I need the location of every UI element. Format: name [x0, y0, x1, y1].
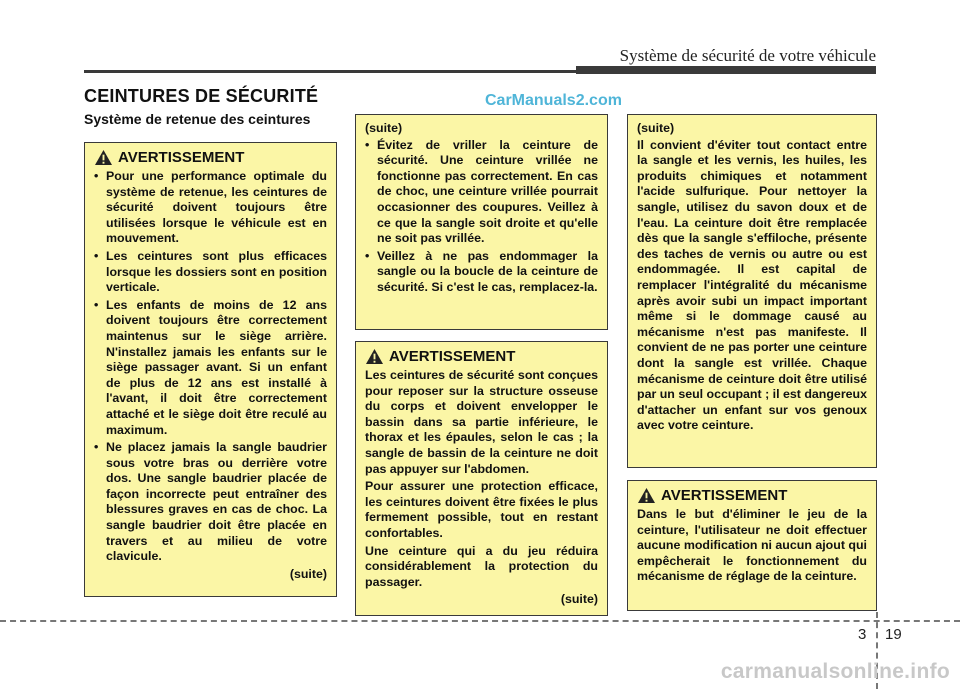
paragraph: Une ceinture qui a du jeu réduira considérablement la protection du passager. — [365, 543, 598, 589]
continued-label: (suite) — [637, 121, 675, 135]
warning-box-3-title — [365, 348, 598, 365]
warning-box-5-title — [637, 487, 867, 504]
warning-triangle-icon — [637, 487, 656, 504]
warning-box-4 — [627, 114, 877, 468]
list-item: • Pour une performance optimale du système de retenue, les ceintures de sécurité doivent toujours être utilisées lorsque le véhicule est en mouvement. — [94, 169, 327, 247]
paragraph: Dans le but d'éliminer le jeu de la ceinture, l'utilisateur ne doit effectuer aucune modification ni aucun ajout qui empêcherait le fonctionnement du mécanisme de réglage de la ceinture. — [637, 507, 867, 584]
warning-triangle-icon — [94, 149, 113, 166]
warning-title-text: AVERTISSEMENT — [389, 347, 516, 365]
list-item: • Évitez de vriller la ceinture de sécurité. Une ceinture vrillée ne fonctionne pas correctement. En cas de choc, une ceinture vrillée pourrait occasionner des coupures. Veillez à ce que la sangle soit droite et qu'elle ne soit pas vrillée. — [365, 138, 598, 247]
continued-label: (suite) — [560, 592, 598, 607]
list-item: • Ne placez jamais la sangle baudrier sous votre bras ou derrière votre dos. Une sangle baudrier placée de façon incorrecte peut entraîner des blessures graves en cas de choc. La sangle baudrier doit être placée en travers et au milieu de votre clavicule. — [94, 440, 327, 565]
paragraph: Pour assurer une protection efficace, les ceintures doivent être fixées le plus fermement possible, tout en restant confortables. — [365, 479, 598, 540]
chapter-number: 3 — [858, 626, 867, 643]
warning-box-2 — [355, 114, 608, 330]
paragraph: Les ceintures de sécurité sont conçues pour reposer sur la structure osseuse du corps et doivent envelopper le bassin dans sa partie inférieure, le thorax et les épaules, selon le cas ; la sangle de bassin de la ceinture ne doit pas appuyer sur l'abdomen. — [365, 368, 598, 476]
page-number: 19 — [885, 626, 902, 643]
continued-label: (suite) — [289, 566, 327, 581]
warning-box-1-list — [94, 169, 327, 565]
warning-box-3 — [355, 341, 608, 616]
page-header-title: Système de sécurité de votre véhicule — [619, 46, 876, 65]
warning-box-5 — [627, 480, 877, 611]
warning-box-1 — [84, 142, 337, 597]
section-title: CEINTURES DE SÉCURITÉ — [84, 86, 319, 106]
list-item: • Veillez à ne pas endommager la sangle ou la boucle de la ceinture de sécurité. Si c'est le cas, remplacez-la. — [365, 249, 598, 296]
header-rule-accent — [576, 66, 876, 74]
list-item: • Les enfants de moins de 12 ans doivent toujours être correctement maintenus sur le siège arrière. N'installez jamais les enfants sur le siège passager avant. Si un enfant de plus de 12 ans est installé à l'avant, il doit être correctement attaché et le siège doit être reculé au maximum. — [94, 298, 327, 438]
list-item: • Les ceintures sont plus efficaces lorsque les dossiers sont en position verticale. — [94, 249, 327, 296]
continued-label: (suite) — [365, 121, 403, 135]
watermark-top: CarManuals2.com — [485, 92, 622, 109]
warning-box-2-list — [365, 138, 598, 296]
subsection-title: Système de retenue des ceintures — [84, 111, 311, 127]
warning-triangle-icon — [365, 348, 384, 365]
warning-title-text: AVERTISSEMENT — [661, 486, 788, 504]
paragraph: Il convient d'éviter tout contact entre la sangle et les vernis, les huiles, les produits chimiques et notamment l'acide sulfurique. Pour nettoyer la sangle, utilisez du savon doux et de l'eau. La ceinture doit être remplacée dès que la sangle s'effiloche, présente des taches de vernis ou autre ou est endommagée. Il est capital de remplacer l'intégralité du mécanisme après avoir subi un impact important même si le dommage causé au mécanisme n'est pas manifeste. Il convient de ne pas porter une ceinture dont la sangle est vrillée. Chaque mécanisme de ceinture doit être utilisé par un seul occupant ; il est dangereux d'attacher un enfant sur vos genoux avec votre ceinture. — [637, 137, 867, 433]
warning-title-text: AVERTISSEMENT — [118, 148, 245, 166]
warning-box-1-title — [94, 149, 327, 166]
watermark-bottom: carmanualsonline.info — [720, 660, 950, 683]
footer-rule — [0, 620, 960, 622]
